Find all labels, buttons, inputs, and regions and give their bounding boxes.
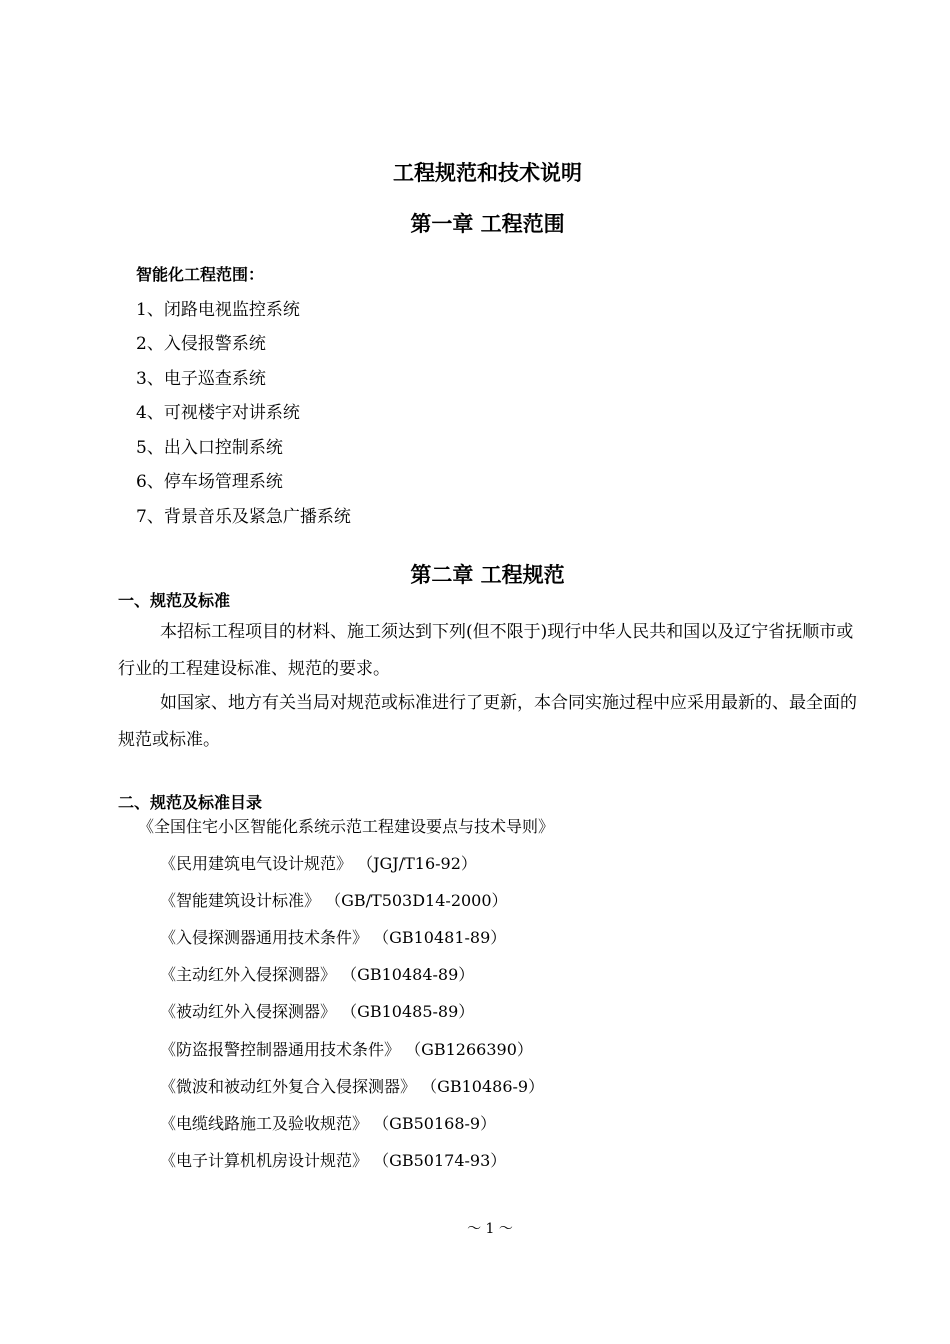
standard-item: 《微波和被动红外复合入侵探测器》 （GB10486-9） [160, 1077, 545, 1096]
standard-item: 《主动红外入侵探测器》 （GB10484-89） [160, 965, 475, 984]
standard-item: 《民用建筑电气设计规范》 （JGJ/T16-92） [160, 854, 477, 873]
page-number: ～ 1 ～ [467, 1221, 513, 1237]
standard-guideline: 《全国住宅小区智能化系统示范工程建设要点与技术导则》 [138, 817, 555, 836]
list-item: 6、停车场管理系统 [136, 472, 283, 492]
list-item: 3、电子巡查系统 [136, 369, 266, 389]
section-2-heading: 二、规范及标准目录 [118, 793, 263, 812]
standard-item: 《入侵探测器通用技术条件》 （GB10481-89） [160, 928, 507, 947]
standard-item: 《被动红外入侵探测器》 （GB10485-89） [160, 1002, 475, 1021]
list-item: 5、出入口控制系统 [136, 438, 283, 458]
document-title: 工程规范和技术说明 [393, 161, 582, 185]
section-1-heading: 一、规范及标准 [118, 591, 231, 610]
list-item: 7、背景音乐及紧急广播系统 [136, 507, 351, 527]
standard-item: 《防盗报警控制器通用技术条件》 （GB1266390） [160, 1040, 533, 1059]
chapter-1-heading: 第一章 工程范围 [410, 212, 565, 236]
list-item: 2、入侵报警系统 [136, 334, 266, 354]
paragraph: 如国家、地方有关当局对规范或标准进行了更新，本合同实施过程中应采用最新的、最全面的规范或标准。 [118, 693, 857, 750]
standard-item: 《电缆线路施工及验收规范》 （GB50168-9） [160, 1114, 497, 1133]
list-item: 4、可视楼宇对讲系统 [136, 403, 300, 423]
scope-label: 智能化工程范围： [136, 265, 265, 284]
paragraph: 本招标工程项目的材料、施工须达到下列(但不限于)现行中华人民共和国以及辽宁省抚顺市或行业的工程建设标准、规范的要求。 [118, 622, 854, 679]
chapter-2-heading: 第二章 工程规范 [410, 563, 565, 587]
standard-item: 《电子计算机机房设计规范》 （GB50174-93） [160, 1151, 507, 1170]
list-item: 1、闭路电视监控系统 [136, 300, 300, 320]
standard-item: 《智能建筑设计标准》 （GB/T503D14-2000） [160, 891, 508, 910]
